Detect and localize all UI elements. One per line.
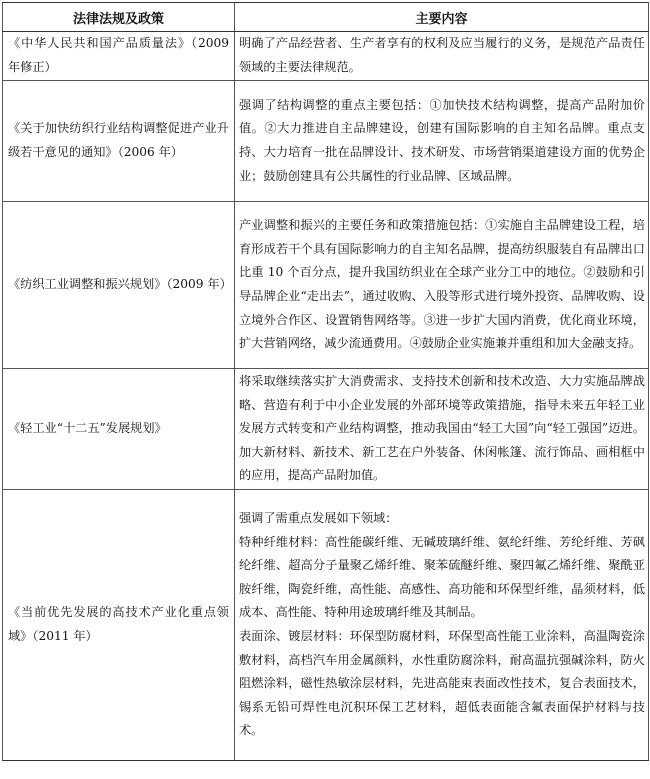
content-intro: 强调了需重点发展如下领域： bbox=[239, 511, 398, 526]
table-header-row bbox=[3, 3, 649, 32]
content-paragraph-coating: 表面涂、镀层材料：环保型防腐材料，环保型高性能工业涂料，高温陶瓷涂敷材料，高档汽车用金属颜料，水性重防腐涂料，耐高温抗强碱涂料，防火阻燃涂料，磁性热敏涂层材料，先进高能束表面改性技术，复合表面技术，锡系无铅可焊性电沉积环保工艺材料，超低表面能含氟表面保护材料与技术。 bbox=[239, 629, 645, 738]
content-paragraph: 明确了产品经营者、生产者享有的权利及应当履行的义务，是规范产品责任领域的主要法律规范。 bbox=[239, 36, 645, 74]
content-paragraph: 将采取继续落实扩大消费需求、支持技术创新和技术改造、大力实施品牌战略、营造有利于中小企业发展的外部环境等政策措施，指导未来五年轻工业发展方式转变和产业结构调整，推动我国由“轻工大国”向“轻工强国”迈进。加大新材料、新技术、新工艺在户外装备、休闲帐篷、流行饰品、画相框中的应用，提高产品附加值。 bbox=[239, 374, 645, 483]
content-paragraph: 强调了结构调整的重点主要包括：①加快技术结构调整，提高产品附加价值。②大力推进自主品牌建设，创建有国际影响的自主知名品牌。重点支持、大力培育一批在品牌设计、技术研发、市场营销渠道建设方面的优势企业；鼓励创建具有公共属性的行业品牌、区域品牌。 bbox=[239, 97, 645, 183]
law-name: 《关于加快纺织行业结构调整促进产业升级若干意见的通知》（2006 年） bbox=[3, 81, 235, 202]
content-paragraph: 产业调整和振兴的主要任务和政策措施包括：①实施自主品牌建设工程，培育形成若干个具有国际影响力的自主知名品牌，提高纺织服装自有品牌出口比重 10 个百分点，提升我国纺织业在全球产业分工中的地位。②鼓励和引导品牌企业“走出去”，通过收购、入股等形式进行境外投资、品牌收购、设立境外合作区、设置销售网络等。③进一步扩大国内消费，优化商业环境，扩大营销网络，减少流通费用。④鼓励企业实施兼并重组和加大金融支持。 bbox=[239, 218, 645, 351]
policy-table bbox=[2, 2, 649, 761]
table-row bbox=[3, 369, 649, 490]
table-row bbox=[3, 490, 649, 761]
law-content bbox=[235, 369, 649, 490]
content-paragraph-fiber: 特种纤维材料：高性能碳纤维、无碱玻璃纤维、氨纶纤维、芳纶纤维、芳砜纶纤维、超高分子量聚乙烯纤维、聚苯硫醚纤维、聚四氟乙烯纤维、聚酰亚胺纤维，陶瓷纤维，高性能、高感性、高功能和环保型纤维，晶须材料，低成本、高性能、特种用途玻璃纤维及其制品。 bbox=[239, 534, 645, 620]
law-name: 《中华人民共和国产品质量法》（2009 年修正） bbox=[3, 32, 235, 81]
header-content: 主要内容 bbox=[235, 3, 649, 32]
law-name: 《纺织工业调整和振兴规划》（2009 年） bbox=[3, 202, 235, 369]
law-content bbox=[235, 202, 649, 369]
table-row bbox=[3, 202, 649, 369]
law-content bbox=[235, 490, 649, 761]
table-row bbox=[3, 81, 649, 202]
table-row bbox=[3, 32, 649, 81]
law-name: 《当前优先发展的高技术产业化重点领域》（2011 年） bbox=[3, 490, 235, 761]
law-content bbox=[235, 32, 649, 81]
header-law: 法律法规及政策 bbox=[3, 3, 235, 32]
law-name: 《轻工业“十二五”发展规划》 bbox=[3, 369, 235, 490]
law-content bbox=[235, 81, 649, 202]
